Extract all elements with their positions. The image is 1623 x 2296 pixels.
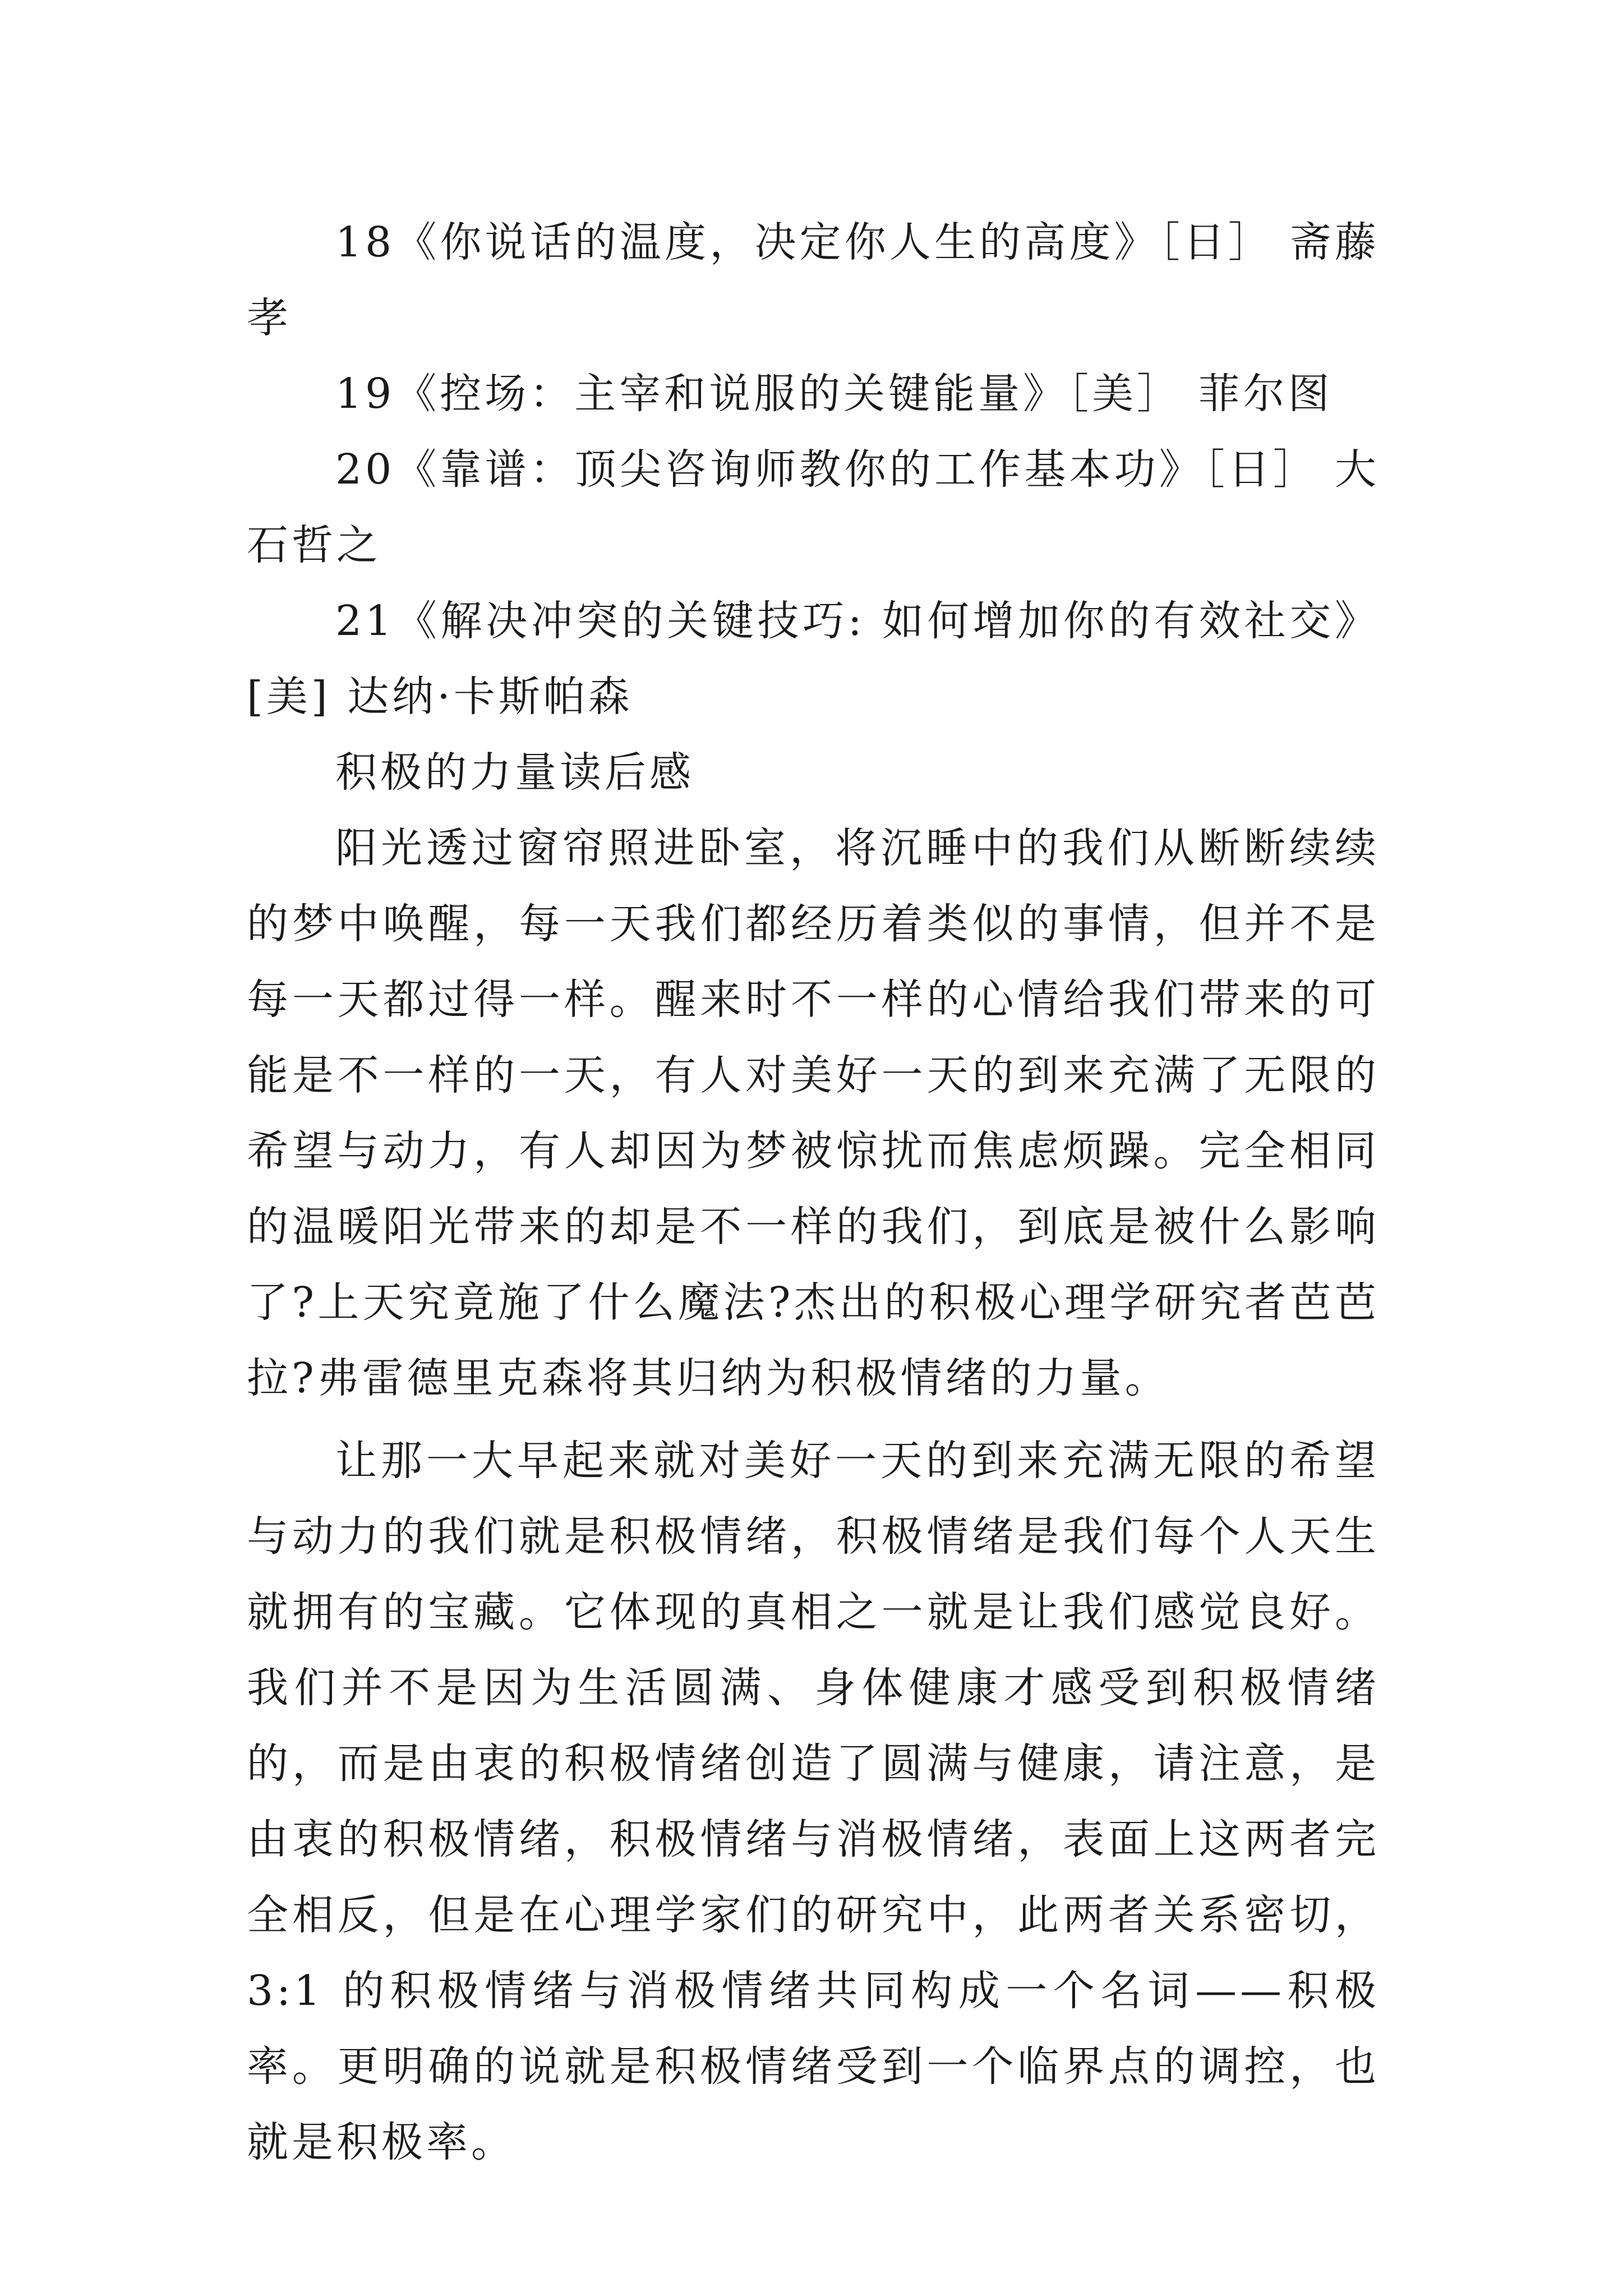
- book-list-item-21: 21《解决冲突的关键技巧: 如何增加你的有效社交》[美] 达纳·卡斯帕森: [247, 597, 1380, 721]
- body-paragraph-1: 阳光透过窗帘照进卧室，将沉睡中的我们从断断续续的梦中唤醒，每一天我们都经历着类似的事情，但并不是每一天都过得一样。醒来时不一样的心情给我们带来的可能是不一样的一天，有人对美好一天的到来充满了无限的希望与动力，有人却因为梦被惊扰而焦虑烦躁。完全相同的温暖阳光带来的却是不一样的我们，到底是被什么影响了?上天究竟施了什么魔法?杰出的积极心理学研究者芭芭拉?弗雷德里克森将其归纳为积极情绪的力量。: [247, 824, 1380, 1402]
- document-body: [247, 205, 1380, 2180]
- book-list-item-19: 19《控场：主宰和说服的关键能量》［美］ 菲尔图: [335, 370, 1333, 418]
- book-list-item-20: 20《靠谱：顶尖咨询师教你的工作基本功》［日］ 大石哲之: [247, 445, 1380, 569]
- body-paragraph-2: 让那一大早起来就对美好一天的到来充满无限的希望与动力的我们就是积极情绪，积极情绪是我们每个人天生就拥有的宝藏。它体现的真相之一就是让我们感觉良好。我们并不是因为生活圆满、身体健康才感受到积极情绪的，而是由衷的积极情绪创造了圆满与健康，请注意，是由衷的积极情绪，积极情绪与消极情绪，表面上这两者完全相反，但是在心理学家们的研究中，此两者关系密切，3:1 的积极情绪与消极情绪共同构成一个名词——积极率。更明确的说就是积极情绪受到一个临界点的调控，也就是积极率。: [247, 1437, 1380, 2166]
- section-title: 积极的力量读后感: [335, 748, 694, 797]
- book-list-item-18: 18《你说话的温度，决定你人生的高度》［日］ 斋藤孝: [247, 218, 1380, 342]
